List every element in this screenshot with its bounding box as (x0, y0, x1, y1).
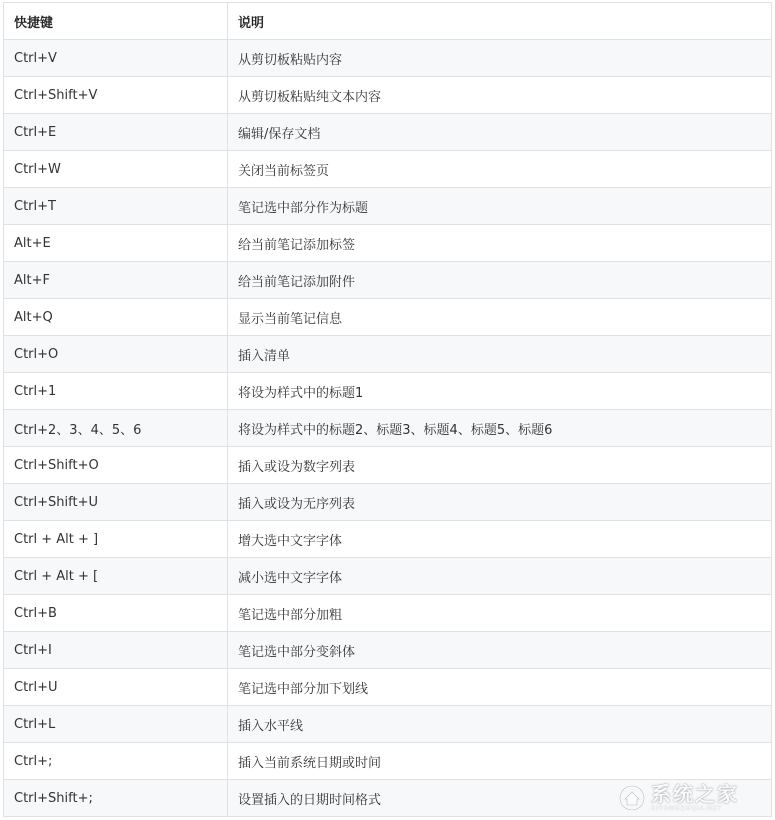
shortcut-table-container (3, 2, 771, 817)
shortcut-description-cell: 减小选中文字字体 (228, 558, 772, 595)
shortcut-description-cell: 插入或设为无序列表 (228, 484, 772, 521)
header-shortcut: 快捷键 (4, 3, 228, 40)
table-row (4, 447, 772, 484)
table-row (4, 262, 772, 299)
shortcut-description-cell: 插入清单 (228, 336, 772, 373)
shortcut-description-cell: 关闭当前标签页 (228, 151, 772, 188)
shortcut-description-cell: 设置插入的日期时间格式 (228, 780, 772, 817)
shortcut-key-cell: Ctrl+L (4, 706, 228, 743)
table-row (4, 151, 772, 188)
shortcut-key-cell: Alt+F (4, 262, 228, 299)
table-row (4, 521, 772, 558)
shortcut-key-cell: Ctrl+W (4, 151, 228, 188)
shortcut-description-cell: 将设为样式中的标题2、标题3、标题4、标题5、标题6 (228, 410, 772, 447)
shortcut-key-cell: Ctrl+U (4, 669, 228, 706)
shortcut-key-cell: Ctrl+V (4, 40, 228, 77)
table-row (4, 225, 772, 262)
table-row (4, 669, 772, 706)
shortcut-key-cell: Ctrl+B (4, 595, 228, 632)
table-row (4, 595, 772, 632)
shortcut-table (3, 2, 772, 817)
table-header-row (4, 3, 772, 40)
shortcut-key-cell: Ctrl+I (4, 632, 228, 669)
house-logo-icon (619, 785, 645, 811)
shortcut-description-cell: 从剪切板粘贴纯文本内容 (228, 77, 772, 114)
table-row (4, 484, 772, 521)
shortcut-description-cell: 插入或设为数字列表 (228, 447, 772, 484)
table-body (4, 40, 772, 817)
shortcut-description-cell: 从剪切板粘贴内容 (228, 40, 772, 77)
table-row (4, 373, 772, 410)
shortcut-description-cell: 插入水平线 (228, 706, 772, 743)
table-row (4, 77, 772, 114)
watermark-subtext: XITONGZHIJIA.NET (651, 805, 723, 812)
shortcut-description-cell: 笔记选中部分变斜体 (228, 632, 772, 669)
shortcut-key-cell: Ctrl + Alt + [ (4, 558, 228, 595)
table-row (4, 40, 772, 77)
shortcut-key-cell: Alt+Q (4, 299, 228, 336)
header-description: 说明 (228, 3, 772, 40)
watermark-text: 系统之家 (651, 782, 739, 806)
table-row (4, 743, 772, 780)
shortcut-key-cell: Ctrl+1 (4, 373, 228, 410)
shortcut-key-cell: Ctrl+T (4, 188, 228, 225)
shortcut-description-cell: 笔记选中部分加下划线 (228, 669, 772, 706)
shortcut-key-cell: Ctrl+O (4, 336, 228, 373)
shortcut-key-cell: Ctrl+Shift+O (4, 447, 228, 484)
shortcut-description-cell: 编辑/保存文档 (228, 114, 772, 151)
shortcut-description-cell: 增大选中文字字体 (228, 521, 772, 558)
shortcut-description-cell: 笔记选中部分作为标题 (228, 188, 772, 225)
shortcut-key-cell: Ctrl+; (4, 743, 228, 780)
table-row (4, 299, 772, 336)
shortcut-key-cell: Ctrl+E (4, 114, 228, 151)
table-row (4, 632, 772, 669)
table-row (4, 558, 772, 595)
shortcut-description-cell: 插入当前系统日期或时间 (228, 743, 772, 780)
shortcut-key-cell: Ctrl+Shift+V (4, 77, 228, 114)
shortcut-description-cell: 将设为样式中的标题1 (228, 373, 772, 410)
table-row (4, 336, 772, 373)
table-row (4, 410, 772, 447)
site-watermark (619, 782, 769, 814)
table-row (4, 114, 772, 151)
shortcut-description-cell: 显示当前笔记信息 (228, 299, 772, 336)
shortcut-description-cell: 笔记选中部分加粗 (228, 595, 772, 632)
shortcut-key-cell: Ctrl+Shift+; (4, 780, 228, 817)
shortcut-key-cell: Ctrl + Alt + ] (4, 521, 228, 558)
table-row (4, 706, 772, 743)
shortcut-key-cell: Ctrl+2、3、4、5、6 (4, 410, 228, 447)
shortcut-key-cell: Ctrl+Shift+U (4, 484, 228, 521)
shortcut-description-cell: 给当前笔记添加附件 (228, 262, 772, 299)
shortcut-description-cell: 给当前笔记添加标签 (228, 225, 772, 262)
table-row (4, 188, 772, 225)
shortcut-key-cell: Alt+E (4, 225, 228, 262)
